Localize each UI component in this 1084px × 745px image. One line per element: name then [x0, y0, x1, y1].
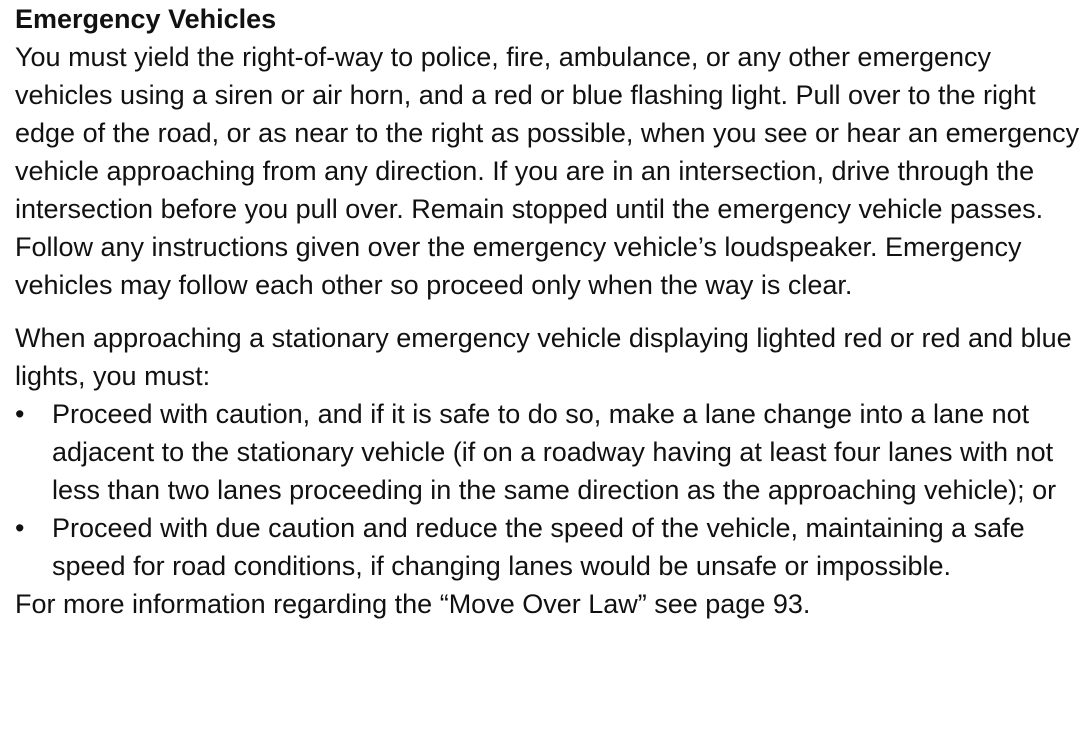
document-body	[15, 0, 1080, 623]
list-item	[15, 395, 1080, 509]
list-item-text: Proceed with caution, and if it is safe to do so, make a lane change into a lane not adjacent to the stationary vehicle (if on a roadway having at least four lanes with not less than two lanes proceeding in the same direction as the approaching vehicle); or	[52, 399, 1057, 505]
list-item	[15, 509, 1080, 585]
section-heading: Emergency Vehicles	[15, 4, 277, 34]
list-item-text: Proceed with due caution and reduce the speed of the vehicle, maintaining a safe speed for road conditions, if changing lanes would be unsafe or impossible.	[52, 513, 1025, 581]
bullet-icon: •	[15, 399, 25, 429]
yield-paragraph: You must yield the right-of-way to police, fire, ambulance, or any other emergency vehicles using a siren or air horn, and a red or blue flashing light. Pull over to the right edge of the road, or as near to the right as possible, when you see or hear an emergency vehicle approaching from any direction. If you are in an intersection, drive through the intersection before you pull over. Remain stopped until the emergency vehicle passes. Follow any instructions given over the emergency vehicle’s loudspeaker. Emergency vehicles may follow each other so proceed only when the way is clear.	[15, 42, 1080, 300]
footer-note: For more information regarding the “Move Over Law” see page 93.	[15, 589, 811, 619]
bullet-icon: •	[15, 513, 25, 543]
stationary-vehicle-paragraph: When approaching a stationary emergency vehicle displaying lighted red or red and blue lights, you must:	[15, 323, 1072, 391]
instruction-list	[15, 395, 1080, 585]
